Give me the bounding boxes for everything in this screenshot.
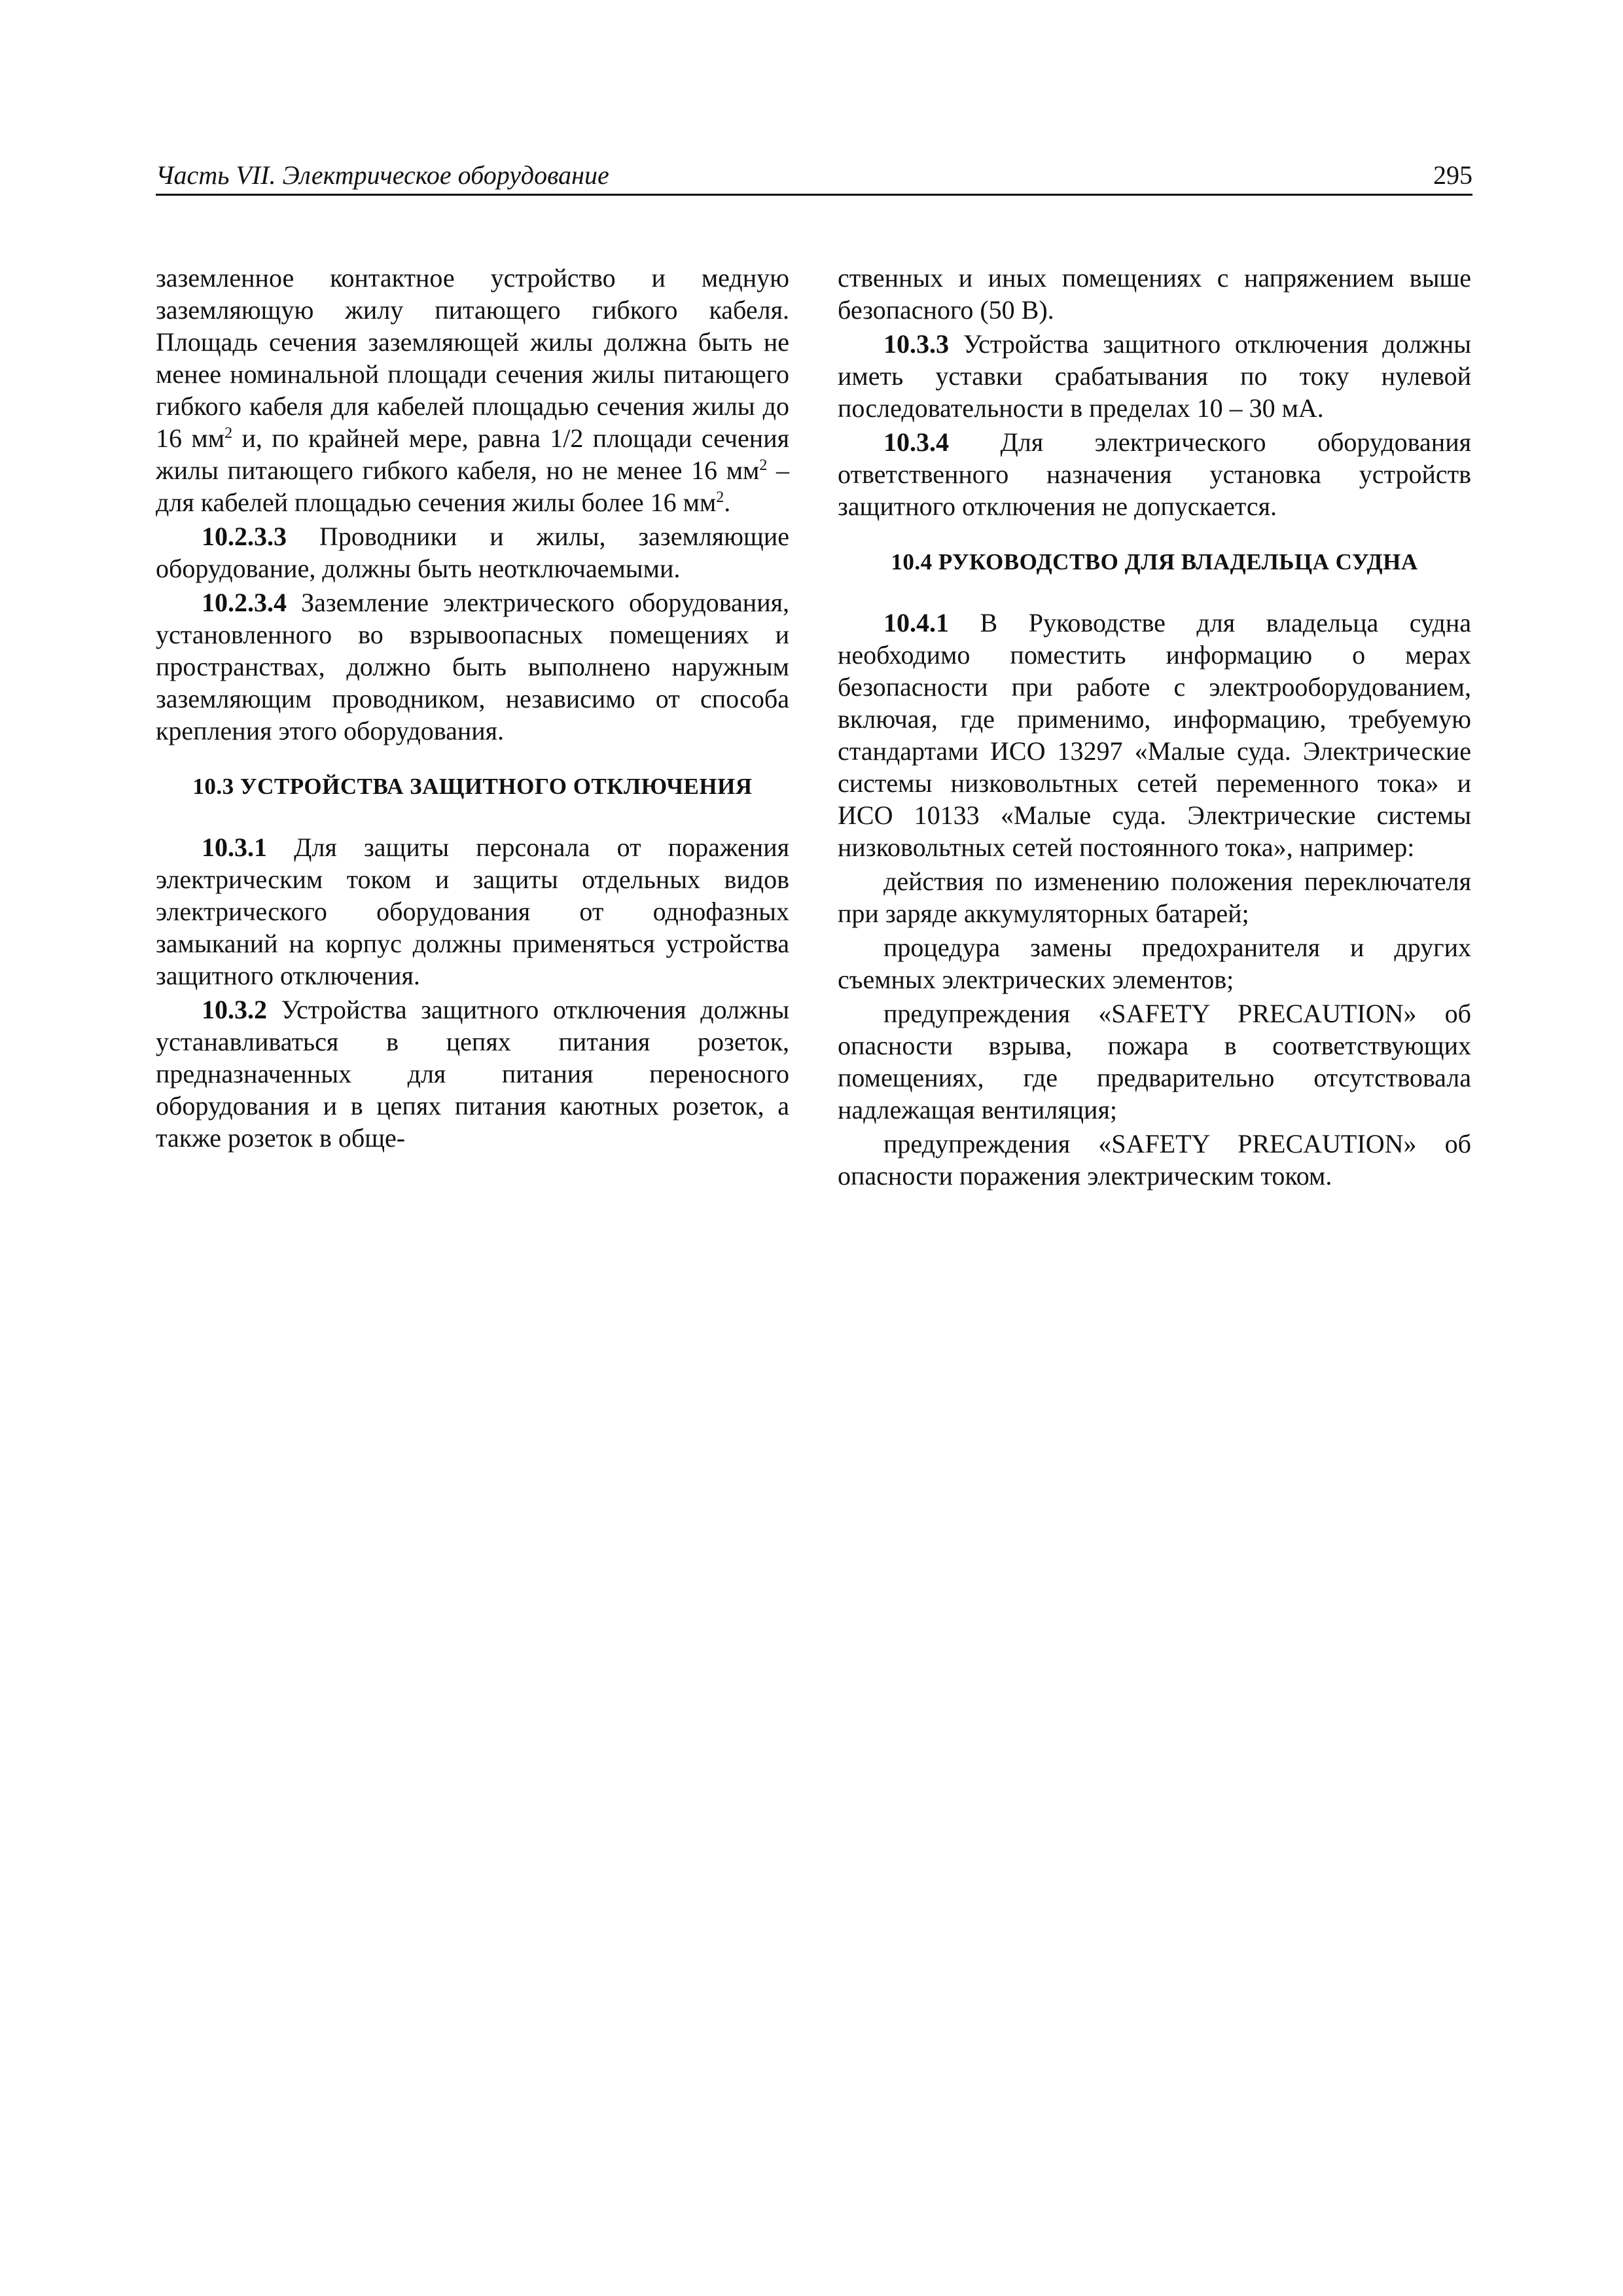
clause-number: 10.3.4 <box>883 427 949 457</box>
clause-number: 10.2.3.4 <box>202 588 287 617</box>
paragraph-text: заземленное контактное устройство и медную заземляющую жилу питающего гибкого кабеля. Площадь сечения заземляющей жилы должна быть не менее номинальной площади сечения жилы питающего гибкого кабеля для кабелей площадью сечения жилы до 16 мм <box>156 263 789 453</box>
clause-number: 10.3.2 <box>202 995 267 1024</box>
clause-10-3-4 <box>838 426 1471 522</box>
list-item: предупреждения «SAFETY PRECAUTION» об опасности взрыва, пожара в соответствующих помещениях, где предварительно отсутствовала надлежащая вентиляция; <box>838 999 1471 1124</box>
list-item: действия по изменению положения переключателя при заряде аккумуляторных батарей; <box>838 867 1471 928</box>
section-title-10-3: 10.3 УСТРОЙСТВА ЗАЩИТНОГО ОТКЛЮЧЕНИЯ <box>192 774 753 799</box>
right-column <box>838 262 1471 1192</box>
clause-10-3-1 <box>156 831 789 992</box>
superscript: 2 <box>759 457 768 474</box>
paragraph-text: и, по крайней мере, равна 1/2 площади сечения жилы питающего гибкого кабеля, но не менее 16 мм <box>156 423 790 485</box>
paragraph-continued-text <box>156 262 789 518</box>
list-item: предупреждения «SAFETY PRECAUTION» об опасности поражения электрическим током. <box>838 1129 1471 1191</box>
clause-text: Устройства защитного отключения должны устанавливаться в цепях питания розеток, предназначенных для питания переносного оборудования и в цепях питания каютных розеток, а также розеток в обще- <box>156 995 789 1153</box>
clause-10-4-1 <box>838 607 1471 863</box>
clause-text: Устройства защитного отключения должны иметь уставки срабатывания по току нулевой последовательности в пределах 10 – 30 мА. <box>838 329 1471 423</box>
clause-number: 10.3.3 <box>883 329 949 359</box>
clause-10-3-2 <box>156 994 789 1154</box>
superscript: 2 <box>716 489 724 506</box>
page-number: 295 <box>1433 160 1472 190</box>
section-title-10-4: 10.4 РУКОВОДСТВО ДЛЯ ВЛАДЕЛЬЦА СУДНА <box>891 549 1418 575</box>
clause-text: Для электрического оборудования ответственного назначения установка устройств защитного отключения не допускается. <box>838 427 1471 521</box>
running-header <box>156 156 1472 196</box>
paragraph-continued-text: ственных и иных помещениях с напряжением выше безопасного (50 В). <box>838 263 1471 325</box>
clause-number: 10.3.1 <box>202 833 267 862</box>
clause-text: В Руководстве для владельца судна необходимо поместить информацию о мерах безопасности при работе с электрооборудованием, включая, где применимо, информацию, требуемую стандартами ИСО 13297 «Малые суда. Электрические системы низковольтных сетей переменного тока» и ИСО 10133 «Малые суда. Электрические системы низковольтных сетей постоянного тока», например: <box>838 608 1471 862</box>
clause-10-3-3 <box>838 328 1471 424</box>
left-column <box>156 262 789 1154</box>
clause-number: 10.2.3.3 <box>202 522 287 551</box>
clause-10-2-3-4 <box>156 586 789 747</box>
superscript: 2 <box>224 425 233 442</box>
clause-10-2-3-3 <box>156 520 789 584</box>
clause-text: Проводники и жилы, заземляющие оборудование, должны быть неотключаемыми. <box>156 522 789 583</box>
clause-number: 10.4.1 <box>883 608 949 637</box>
clause-text: Для защиты персонала от поражения электрическим током и защиты отдельных видов электрического оборудования от однофазных замыканий на корпус должны применяться устройства защитного отключения. <box>156 833 789 990</box>
paragraph-text: . <box>724 488 731 517</box>
header-title: Часть VII. Электрическое оборудование <box>156 160 609 190</box>
clause-text: Заземление электрического оборудования, установленного во взрывоопасных помещениях и пространствах, должно быть выполнено наружным заземляющим проводником, независимо от способа крепления этого оборудования. <box>156 588 789 745</box>
list-item: процедура замены предохранителя и других съемных электрических элементов; <box>838 933 1471 994</box>
paragraph-text: – для кабелей площадью сечения жилы более 16 мм <box>156 456 790 517</box>
